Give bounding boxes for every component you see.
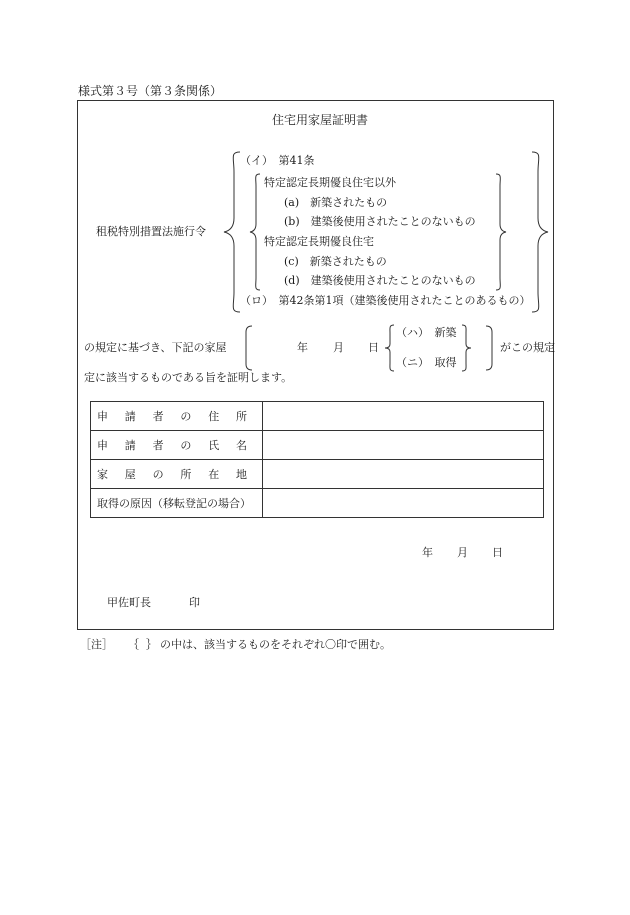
clause-ro: （ロ） 第42条第1項（建築後使用されたことのあるもの） (240, 294, 531, 307)
form-number: 様式第３号（第３条関係） (78, 84, 223, 98)
table-row (91, 402, 544, 431)
statement-month: 月 (333, 341, 344, 354)
applicant-name-field[interactable] (263, 431, 544, 460)
applicant-address-field[interactable] (263, 402, 544, 431)
issue-date-day: 日 (492, 546, 503, 559)
statement-year: 年 (297, 341, 308, 354)
row-label-applicant-name: 申 請 者 の 氏 名 (91, 431, 263, 460)
date-right-bracket (484, 326, 494, 370)
house-location-field[interactable] (263, 460, 544, 489)
clause-group-long-life: 特定認定長期優良住宅 (264, 235, 374, 248)
note-text: の中は、該当するものをそれぞれ〇印で囲む。 (160, 638, 391, 651)
statement-suffix: がこの規定 (500, 341, 555, 354)
clause-i: （イ） 第41条 (240, 154, 315, 167)
table-row (91, 431, 544, 460)
type-right-brace (460, 325, 472, 371)
row-label-applicant-address: 申 請 者 の 住 所 (91, 402, 263, 431)
row-label-acquisition-cause: 取得の原因（移転登記の場合） (91, 489, 263, 518)
acquisition-cause-field[interactable] (263, 489, 544, 518)
table-row (91, 489, 544, 518)
clause-a: (a) 新築されたもの (284, 196, 388, 209)
table-row (91, 460, 544, 489)
type-ha-new: （ハ） 新築 (396, 326, 457, 339)
statement-line2: 定に該当するものである旨を証明します。 (84, 371, 293, 384)
row-label-house-location: 家 屋 の 所 在 地 (91, 460, 263, 489)
issue-date-month: 月 (457, 546, 468, 559)
issuer-name: 甲佐町長 (107, 596, 151, 609)
note-label: ［注］ (80, 638, 113, 651)
note-open-brace: ｛ (128, 638, 139, 651)
clause-d: (d) 建築後使用されたことのないもの (284, 274, 476, 287)
issue-date-year: 年 (422, 546, 433, 559)
statement-day: 日 (368, 341, 379, 354)
clause-c: (c) 新築されたもの (284, 255, 387, 268)
statement-prefix: の規定に基づき、下記の家屋 (84, 341, 227, 354)
law-name: 租税特別措置法施行令 (96, 225, 206, 238)
note-close-brace: ｝ (146, 638, 157, 651)
type-ni-acquired: （ニ） 取得 (396, 356, 457, 369)
date-left-bracket (244, 326, 254, 370)
certificate-title: 住宅用家屋証明書 (272, 113, 369, 127)
inner-right-brace (494, 174, 508, 290)
seal-mark: 印 (189, 596, 200, 609)
clause-group-non-long-life: 特定認定長期優良住宅以外 (264, 176, 396, 189)
clause-b: (b) 建築後使用されたことのないもの (284, 215, 476, 228)
applicant-table (90, 401, 544, 518)
outer-right-brace (530, 152, 550, 312)
type-left-brace (384, 325, 396, 371)
outer-left-brace (222, 152, 242, 312)
inner-left-brace (248, 174, 262, 290)
